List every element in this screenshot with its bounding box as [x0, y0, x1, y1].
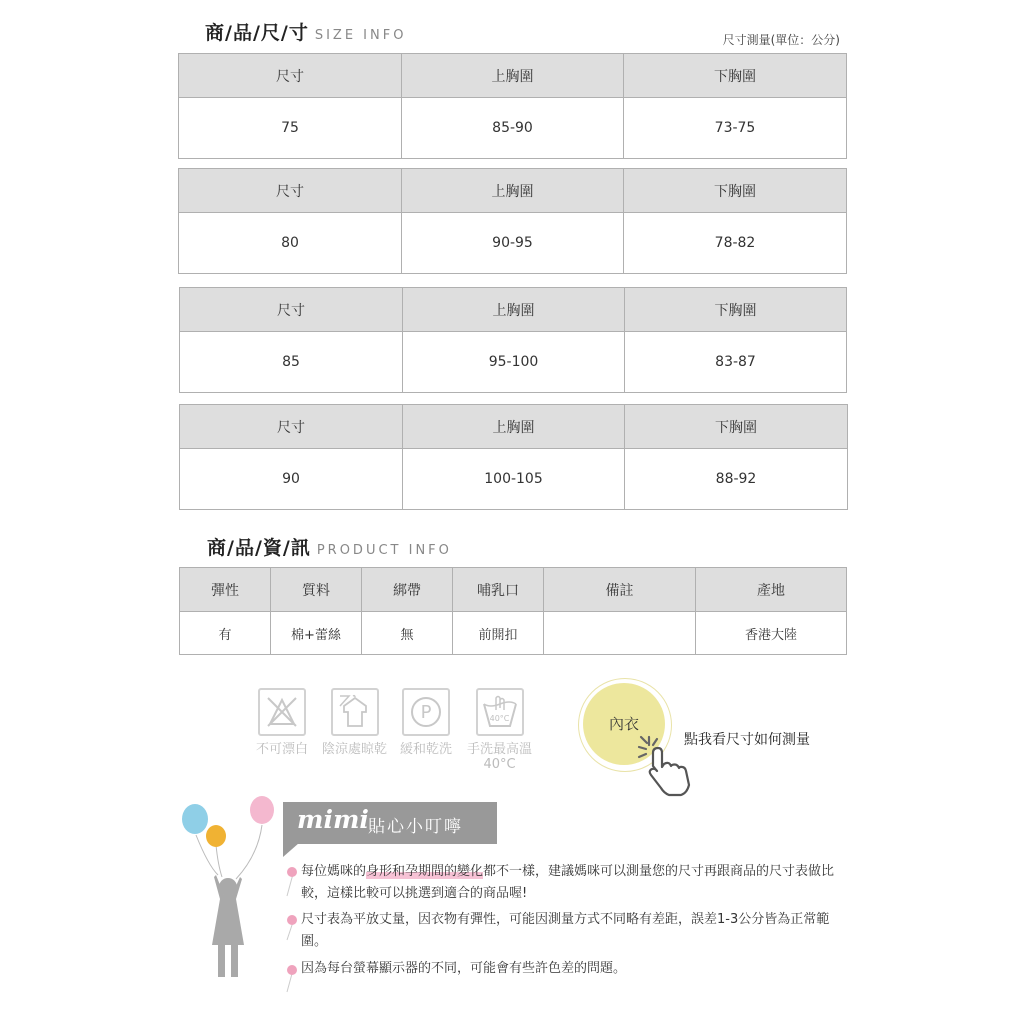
size-table-75: [178, 53, 847, 159]
hand-wash-line1: 手洗最高溫: [467, 742, 533, 757]
tips-heading: 貼心小叮嚀: [368, 817, 463, 837]
header-upper-bust: 上胸圍: [402, 169, 624, 213]
value-origin: 香港大陸: [696, 612, 847, 655]
tip-note-2: 尺寸表為平放丈量，因衣物有彈性，可能因測量方式不同略有差距，誤差1-3公分皆為正常範圍。: [301, 912, 830, 949]
header-strap: 綁帶: [362, 568, 453, 612]
header-upper-bust: 上胸圍: [403, 405, 625, 449]
care-shade-dry: [322, 688, 387, 757]
value-nursing-opening: 前開扣: [453, 612, 544, 655]
measure-link-text[interactable]: 點我看尺寸如何測量: [684, 732, 810, 748]
cell-under-bust: 83-87: [625, 332, 847, 393]
header-size: 尺寸: [179, 169, 402, 213]
header-size: 尺寸: [179, 54, 402, 98]
size-table-80: [178, 168, 847, 274]
cell-under-bust: 88-92: [625, 449, 848, 510]
measure-circle-label[interactable]: 內衣: [608, 715, 639, 733]
product-title-cn: 商/品/資/訊: [207, 537, 311, 559]
header-under-bust: 下胸圍: [624, 169, 847, 213]
value-material: 棉+蕾絲: [271, 612, 362, 655]
cell-size: 85: [180, 332, 403, 393]
product-info-table: [179, 567, 847, 655]
shade-dry-label: 陰涼處晾乾: [322, 742, 388, 757]
header-size: 尺寸: [180, 288, 403, 332]
header-elasticity: 彈性: [180, 568, 271, 612]
header-under-bust: 下胸圍: [625, 405, 848, 449]
blue-balloon: [182, 804, 208, 834]
no-bleach-icon: [258, 688, 306, 736]
size-table-85: [179, 287, 847, 393]
tips-divider-line: [283, 870, 303, 1000]
cell-size: 75: [179, 98, 402, 159]
cell-under-bust: 73-75: [624, 98, 847, 159]
header-nursing-opening: 哺乳口: [453, 568, 544, 612]
cell-upper-bust: 100-105: [403, 449, 625, 510]
cell-size: 90: [180, 449, 403, 510]
dry-clean-symbol: P: [420, 701, 432, 723]
no-bleach-label: 不可漂白: [256, 742, 309, 757]
product-section-title: [207, 533, 452, 560]
product-title-en: PRODUCT INFO: [316, 543, 452, 558]
header-origin: 產地: [696, 568, 847, 612]
header-upper-bust: 上胸圍: [403, 288, 625, 332]
size-section-title: [205, 18, 406, 45]
hand-wash-temp: 40°C: [489, 713, 510, 723]
pink-balloon: [250, 796, 274, 824]
value-elasticity: 有: [180, 612, 271, 655]
tip-bullet-3: [287, 965, 297, 975]
header-material: 質料: [271, 568, 362, 612]
dry-clean-icon: [402, 688, 450, 736]
value-remarks: [544, 612, 696, 655]
tip-note-1-pre: 每位媽咪的: [301, 864, 367, 879]
cell-upper-bust: 90-95: [402, 213, 624, 274]
tip-note-1-post: 都不一樣，建議媽咪可以測量您的尺寸再跟商品的尺寸表做比較，這樣比較可以挑選到適合的商品喔!: [301, 864, 835, 901]
shade-dry-icon: [331, 688, 379, 736]
tip-note-3: 因為每台螢幕顯示器的不同，可能會有些許色差的問題。: [301, 961, 627, 976]
cell-upper-bust: 85-90: [402, 98, 624, 159]
dry-clean-label: 緩和乾洗: [400, 742, 453, 757]
tip-note-1-highlight: 身形和孕期間的變化: [366, 864, 484, 879]
hand-wash-line2: 40°C: [483, 757, 516, 772]
header-remarks: 備註: [544, 568, 696, 612]
hand-wash-label: [467, 742, 532, 772]
hand-wash-icon: [476, 688, 524, 736]
tip-bullet-2: [287, 915, 297, 925]
cell-size: 80: [179, 213, 402, 274]
header-size: 尺寸: [180, 405, 403, 449]
care-no-bleach: [256, 688, 308, 757]
cell-upper-bust: 95-100: [403, 332, 625, 393]
balloon-girl-illustration: [178, 795, 288, 985]
orange-balloon: [206, 825, 226, 847]
tip-bullet-1: [287, 867, 297, 877]
header-under-bust: 下胸圍: [624, 54, 847, 98]
care-hand-wash: [467, 688, 532, 772]
care-dry-clean: [400, 688, 452, 757]
tip-note-1: [301, 861, 841, 905]
header-upper-bust: 上胸圍: [402, 54, 624, 98]
header-under-bust: 下胸圍: [625, 288, 847, 332]
size-table-90: [179, 404, 848, 510]
brand-script: mimi: [297, 805, 369, 834]
size-title-cn: 商/品/尺/寸: [205, 22, 309, 44]
cell-under-bust: 78-82: [624, 213, 847, 274]
size-title-en: SIZE INFO: [314, 28, 407, 43]
unit-note: 尺寸測量(單位：公分): [722, 33, 840, 47]
tips-heading-tail: [283, 843, 299, 857]
value-strap: 無: [362, 612, 453, 655]
